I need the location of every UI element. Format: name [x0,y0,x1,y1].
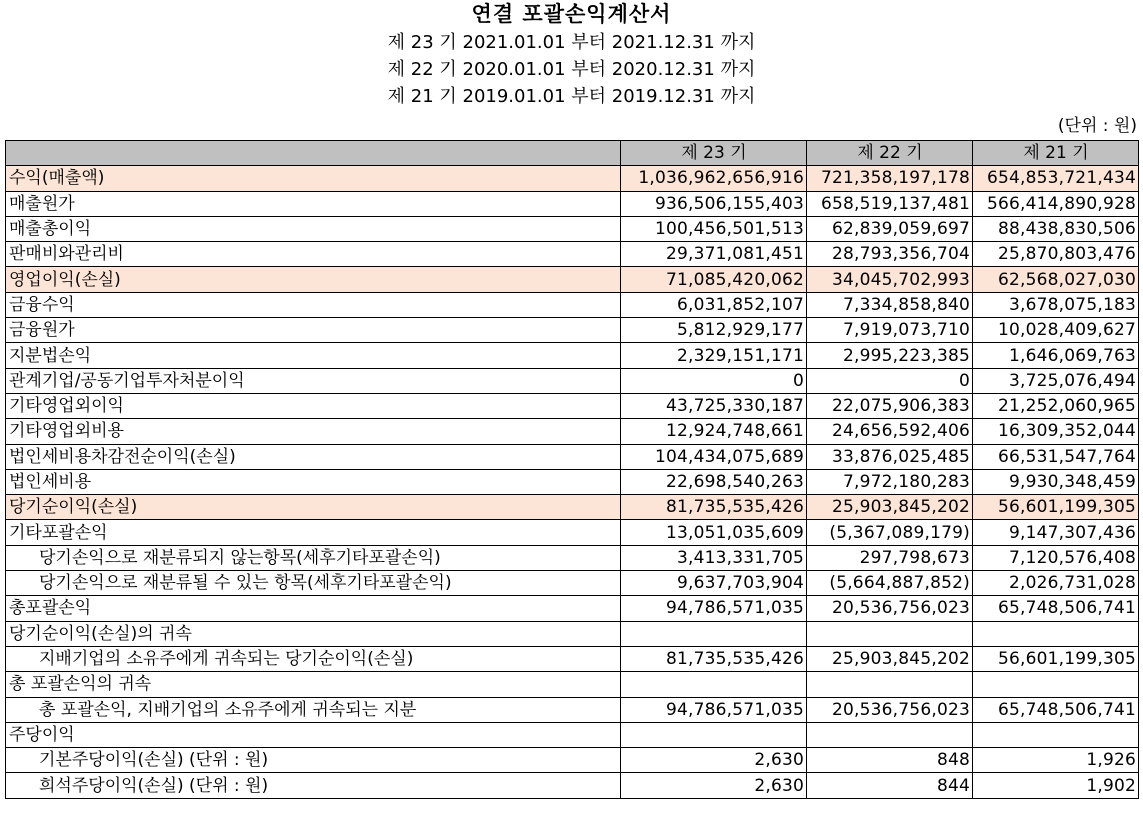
value-period-22: 34,045,702,993 [807,267,973,292]
value-period-23: 22,698,540,263 [621,469,807,494]
value-period-23: 13,051,035,609 [621,520,807,545]
table-row [6,621,1139,646]
header-label [6,141,621,166]
table-row [6,393,1139,418]
table-row [6,267,1139,292]
row-label: 기타영업외이익 [6,393,621,418]
row-label: 당기손익으로 재분류되지 않는항목(세후기타포괄손익) [6,545,621,570]
value-period-23: 5,812,929,177 [621,318,807,343]
header-row [6,141,1139,166]
value-period-21: 3,678,075,183 [973,292,1139,317]
value-period-23: 12,924,748,661 [621,419,807,444]
value-period-23: 2,329,151,171 [621,343,807,368]
value-period-22: 7,919,073,710 [807,318,973,343]
row-label: 매출원가 [6,191,621,216]
table-row [6,368,1139,393]
value-period-22: 25,903,845,202 [807,646,973,671]
value-period-21: 1,646,069,763 [973,343,1139,368]
row-label: 당기손익으로 재분류될 수 있는 항목(세후기타포괄손익) [6,571,621,596]
row-label: 총 포괄손익의 귀속 [6,672,621,697]
value-period-23 [621,672,807,697]
table-row [6,748,1139,773]
row-label: 총포괄손익 [6,596,621,621]
table-row [6,697,1139,722]
table-row [6,216,1139,241]
income-statement-table [5,140,1139,799]
value-period-23: 94,786,571,035 [621,596,807,621]
value-period-21: 56,601,199,305 [973,495,1139,520]
value-period-21: 21,252,060,965 [973,393,1139,418]
row-label: 영업이익(손실) [6,267,621,292]
row-label: 주당이익 [6,722,621,747]
table-row [6,773,1139,798]
value-period-22: 848 [807,748,973,773]
value-period-23: 6,031,852,107 [621,292,807,317]
table-row [6,343,1139,368]
value-period-22: 2,995,223,385 [807,343,973,368]
value-period-23: 100,456,501,513 [621,216,807,241]
value-period-22: 7,334,858,840 [807,292,973,317]
table-row [6,571,1139,596]
value-period-21: 88,438,830,506 [973,216,1139,241]
value-period-22: (5,664,887,852) [807,571,973,596]
table-row [6,672,1139,697]
value-period-21: 10,028,409,627 [973,318,1139,343]
value-period-21: 62,568,027,030 [973,267,1139,292]
period-22: 제 22 기 2020.01.01 부터 2020.12.31 까지 [387,59,756,80]
table-row [6,495,1139,520]
row-label: 지배기업의 소유주에게 귀속되는 당기순이익(손실) [6,646,621,671]
value-period-23: 9,637,703,904 [621,571,807,596]
value-period-23 [621,621,807,646]
value-period-21: 65,748,506,741 [973,697,1139,722]
value-period-23: 104,434,075,689 [621,444,807,469]
value-period-23: 3,413,331,705 [621,545,807,570]
header-period-22: 제 22 기 [807,141,973,166]
table-row [6,596,1139,621]
value-period-22: 62,839,059,697 [807,216,973,241]
row-label: 당기순이익(손실)의 귀속 [6,621,621,646]
period-23: 제 23 기 2021.01.01 부터 2021.12.31 까지 [387,32,756,53]
row-label: 매출총이익 [6,216,621,241]
value-period-22 [807,722,973,747]
value-period-23: 2,630 [621,773,807,798]
table-row [6,292,1139,317]
value-period-22: 658,519,137,481 [807,191,973,216]
value-period-22: 20,536,756,023 [807,596,973,621]
value-period-23: 94,786,571,035 [621,697,807,722]
value-period-22: 721,358,197,178 [807,166,973,191]
value-period-23: 936,506,155,403 [621,191,807,216]
period-21: 제 21 기 2019.01.01 부터 2019.12.31 까지 [387,86,756,107]
unit-label: (단위 : 원) [1057,116,1137,136]
value-period-21: 9,930,348,459 [973,469,1139,494]
value-period-23: 29,371,081,451 [621,242,807,267]
value-period-22: 0 [807,368,973,393]
table-body [6,166,1139,798]
value-period-21: 9,147,307,436 [973,520,1139,545]
value-period-21: 566,414,890,928 [973,191,1139,216]
row-label: 기타포괄손익 [6,520,621,545]
value-period-22: 25,903,845,202 [807,495,973,520]
value-period-22: 844 [807,773,973,798]
value-period-23: 71,085,420,062 [621,267,807,292]
row-label: 금융수익 [6,292,621,317]
value-period-21: 3,725,076,494 [973,368,1139,393]
row-label: 기본주당이익(손실) (단위 : 원) [6,748,621,773]
value-period-22: 20,536,756,023 [807,697,973,722]
header-period-21: 제 21 기 [973,141,1139,166]
value-period-22: 33,876,025,485 [807,444,973,469]
table-row [6,520,1139,545]
row-label: 수익(매출액) [6,166,621,191]
value-period-21: 25,870,803,476 [973,242,1139,267]
value-period-22: 24,656,592,406 [807,419,973,444]
statement-title: 연결 포괄손익계산서 [471,2,672,26]
row-label: 기타영업외비용 [6,419,621,444]
table-row [6,191,1139,216]
value-period-22: 7,972,180,283 [807,469,973,494]
value-period-23: 2,630 [621,748,807,773]
value-period-21: 65,748,506,741 [973,596,1139,621]
value-period-21 [973,621,1139,646]
row-label: 법인세비용 [6,469,621,494]
value-period-21: 1,902 [973,773,1139,798]
table-row [6,419,1139,444]
table-row [6,722,1139,747]
value-period-21 [973,672,1139,697]
value-period-21: 1,926 [973,748,1139,773]
value-period-21: 56,601,199,305 [973,646,1139,671]
value-period-21: 2,026,731,028 [973,571,1139,596]
value-period-22 [807,621,973,646]
row-label: 지분법손익 [6,343,621,368]
table-row [6,242,1139,267]
header-period-23: 제 23 기 [621,141,807,166]
value-period-23 [621,722,807,747]
value-period-22 [807,672,973,697]
table-row [6,469,1139,494]
table-row [6,318,1139,343]
table-row [6,444,1139,469]
value-period-21: 7,120,576,408 [973,545,1139,570]
row-label: 법인세비용차감전순이익(손실) [6,444,621,469]
row-label: 희석주당이익(손실) (단위 : 원) [6,773,621,798]
value-period-22: 22,075,906,383 [807,393,973,418]
value-period-23: 0 [621,368,807,393]
value-period-23: 81,735,535,426 [621,495,807,520]
row-label: 판매비와관리비 [6,242,621,267]
table-row [6,545,1139,570]
value-period-23: 43,725,330,187 [621,393,807,418]
value-period-22: 297,798,673 [807,545,973,570]
value-period-21: 16,309,352,044 [973,419,1139,444]
value-period-23: 1,036,962,656,916 [621,166,807,191]
value-period-23: 81,735,535,426 [621,646,807,671]
table-row [6,646,1139,671]
value-period-21: 654,853,721,434 [973,166,1139,191]
value-period-22: 28,793,356,704 [807,242,973,267]
value-period-21 [973,722,1139,747]
table-row [6,166,1139,191]
row-label: 관계기업/공동기업투자처분이익 [6,368,621,393]
value-period-22: (5,367,089,179) [807,520,973,545]
row-label: 총 포괄손익, 지배기업의 소유주에게 귀속되는 지분 [6,697,621,722]
row-label: 금융원가 [6,318,621,343]
row-label: 당기순이익(손실) [6,495,621,520]
value-period-21: 66,531,547,764 [973,444,1139,469]
